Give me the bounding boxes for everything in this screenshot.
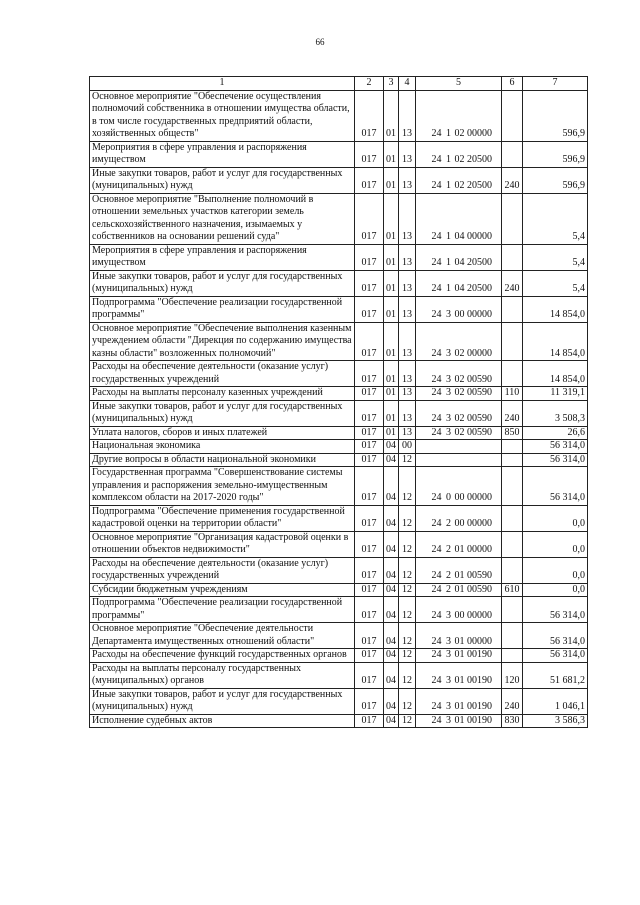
subprogram-code: 3 xyxy=(446,635,451,647)
ministry-code: 017 xyxy=(355,467,384,506)
subprogram-code: 2 xyxy=(446,544,451,555)
table-row xyxy=(90,322,588,361)
amount: 0,0 xyxy=(523,583,588,597)
subprogram-code: 1 xyxy=(446,283,451,294)
subprogram-code: 1 xyxy=(446,180,451,191)
section-code: 04 xyxy=(384,557,399,583)
row-name: Национальная экономика xyxy=(90,440,355,454)
section-code: 01 xyxy=(384,167,399,193)
subprogram-code: 3 xyxy=(446,714,451,726)
row-name: Иные закупки товаров, работ и услуг для государственных (муниципальных) нужд xyxy=(90,688,355,714)
program-code: 24 xyxy=(431,426,442,438)
ministry-code: 017 xyxy=(355,387,384,401)
table-row xyxy=(90,361,588,387)
expense-type-code xyxy=(502,141,523,167)
direction-code: 04 20500 xyxy=(454,257,492,268)
target-article-code xyxy=(416,322,502,361)
row-name: Мероприятия в сфере управления и распоряжения имуществом xyxy=(90,244,355,270)
section-code: 04 xyxy=(384,662,399,688)
expense-type-code: 110 xyxy=(502,387,523,401)
section-code: 04 xyxy=(384,583,399,597)
direction-code: 02 20500 xyxy=(454,154,492,165)
table-row xyxy=(90,649,588,663)
subsection-code: 13 xyxy=(399,244,416,270)
subsection-code: 13 xyxy=(399,167,416,193)
amount: 51 681,2 xyxy=(523,662,588,688)
direction-code: 01 00190 xyxy=(454,649,492,660)
row-name: Другие вопросы в области национальной экономики xyxy=(90,453,355,467)
program-code: 24 xyxy=(431,154,442,165)
amount: 26,6 xyxy=(523,426,588,440)
expense-type-code: 850 xyxy=(502,426,523,440)
expense-type-code xyxy=(502,557,523,583)
section-code: 01 xyxy=(384,296,399,322)
ministry-code: 017 xyxy=(355,688,384,714)
subprogram-code: 3 xyxy=(446,701,451,712)
program-code: 24 xyxy=(431,128,442,139)
subsection-code: 12 xyxy=(399,557,416,583)
expense-type-code xyxy=(502,90,523,141)
amount: 596,9 xyxy=(523,141,588,167)
subsection-code: 12 xyxy=(399,467,416,506)
amount: 14 854,0 xyxy=(523,322,588,361)
expense-type-code xyxy=(502,296,523,322)
ministry-code: 017 xyxy=(355,531,384,557)
expense-type-code: 120 xyxy=(502,662,523,688)
subsection-code: 13 xyxy=(399,400,416,426)
table-row xyxy=(90,90,588,141)
section-code: 04 xyxy=(384,688,399,714)
row-name: Иные закупки товаров, работ и услуг для государственных (муниципальных) нужд xyxy=(90,270,355,296)
table-row xyxy=(90,531,588,557)
table-row xyxy=(90,400,588,426)
header-row xyxy=(90,77,588,91)
subprogram-code: 1 xyxy=(446,154,451,165)
direction-code: 01 00190 xyxy=(454,714,492,726)
subsection-code: 12 xyxy=(399,662,416,688)
row-name: Основное мероприятие "Обеспечение выполнения казенным учреждением области "Дирекция по содержанию имущества казны области" возложенных полномочий" xyxy=(90,322,355,361)
direction-code: 02 00590 xyxy=(454,373,492,385)
target-article-code xyxy=(416,505,502,531)
program-code: 24 xyxy=(431,570,442,581)
table-row xyxy=(90,296,588,322)
subprogram-code: 1 xyxy=(446,128,451,139)
subsection-code: 12 xyxy=(399,649,416,663)
amount: 14 854,0 xyxy=(523,361,588,387)
ministry-code: 017 xyxy=(355,167,384,193)
subprogram-code: 3 xyxy=(446,675,451,686)
direction-code: 01 00190 xyxy=(454,701,492,712)
expense-type-code xyxy=(502,440,523,454)
direction-code: 00 00000 xyxy=(454,609,492,621)
ministry-code: 017 xyxy=(355,400,384,426)
table-row xyxy=(90,270,588,296)
direction-code: 01 00000 xyxy=(454,635,492,647)
table-row xyxy=(90,167,588,193)
program-code: 24 xyxy=(431,583,442,595)
program-code: 24 xyxy=(431,387,442,398)
subprogram-code: 2 xyxy=(446,518,451,529)
program-code: 24 xyxy=(431,609,442,621)
target-article-code xyxy=(416,296,502,322)
section-code: 04 xyxy=(384,714,399,728)
row-name: Подпрограмма "Обеспечение реализации государственной программы" xyxy=(90,296,355,322)
amount: 3 586,3 xyxy=(523,714,588,728)
program-code: 24 xyxy=(431,347,442,359)
target-article-code xyxy=(416,361,502,387)
subsection-code: 00 xyxy=(399,440,416,454)
program-code: 24 xyxy=(431,701,442,712)
direction-code: 01 00000 xyxy=(454,544,492,555)
direction-code: 02 20500 xyxy=(454,180,492,191)
row-name: Уплата налогов, сборов и иных платежей xyxy=(90,426,355,440)
expense-type-code: 610 xyxy=(502,583,523,597)
direction-code: 01 00590 xyxy=(454,583,492,595)
ministry-code: 017 xyxy=(355,453,384,467)
expense-type-code xyxy=(502,649,523,663)
row-name: Расходы на выплаты персоналу казенных учреждений xyxy=(90,387,355,401)
target-article-code xyxy=(416,244,502,270)
row-name: Подпрограмма "Обеспечение применения государственной кадастровой оценки на территории области" xyxy=(90,505,355,531)
subprogram-code: 3 xyxy=(446,373,451,385)
program-code: 24 xyxy=(431,283,442,294)
amount: 0,0 xyxy=(523,531,588,557)
program-code: 24 xyxy=(431,180,442,191)
section-code: 01 xyxy=(384,244,399,270)
subsection-code: 12 xyxy=(399,597,416,623)
ministry-code: 017 xyxy=(355,244,384,270)
row-name: Расходы на обеспечение деятельности (оказание услуг) государственных учреждений xyxy=(90,361,355,387)
section-code: 01 xyxy=(384,400,399,426)
section-code: 04 xyxy=(384,440,399,454)
expense-type-code: 240 xyxy=(502,270,523,296)
section-code: 04 xyxy=(384,467,399,506)
expense-type-code xyxy=(502,623,523,649)
subsection-code: 13 xyxy=(399,322,416,361)
target-article-code xyxy=(416,623,502,649)
amount: 56 314,0 xyxy=(523,649,588,663)
ministry-code: 017 xyxy=(355,623,384,649)
header-col-5: 5 xyxy=(416,77,502,91)
table-row xyxy=(90,688,588,714)
table-row xyxy=(90,597,588,623)
program-code: 24 xyxy=(431,492,442,503)
subprogram-code: 3 xyxy=(446,649,451,660)
expense-type-code xyxy=(502,467,523,506)
subsection-code: 12 xyxy=(399,453,416,467)
expense-type-code: 240 xyxy=(502,400,523,426)
target-article-code xyxy=(416,531,502,557)
target-article-code xyxy=(416,440,502,454)
target-article-code xyxy=(416,453,502,467)
ministry-code: 017 xyxy=(355,141,384,167)
ministry-code: 017 xyxy=(355,90,384,141)
subsection-code: 13 xyxy=(399,387,416,401)
target-article-code xyxy=(416,167,502,193)
section-code: 04 xyxy=(384,597,399,623)
row-name: Основное мероприятие "Обеспечение деятельности Департамента имущественных отношений области" xyxy=(90,623,355,649)
amount: 1 046,1 xyxy=(523,688,588,714)
amount: 596,9 xyxy=(523,167,588,193)
section-code: 01 xyxy=(384,193,399,244)
ministry-code: 017 xyxy=(355,193,384,244)
subprogram-code: 3 xyxy=(446,309,451,320)
ministry-code: 017 xyxy=(355,270,384,296)
subprogram-code: 3 xyxy=(446,387,451,398)
section-code: 04 xyxy=(384,623,399,649)
amount: 596,9 xyxy=(523,90,588,141)
target-article-code xyxy=(416,400,502,426)
subsection-code: 12 xyxy=(399,531,416,557)
subprogram-code: 1 xyxy=(446,231,451,242)
table-row xyxy=(90,141,588,167)
row-name: Основное мероприятие "Обеспечение осуществления полномочий собственника в отношении имущества области, в том числе государственных предприятий области, хозяйственных обществ" xyxy=(90,90,355,141)
direction-code: 04 20500 xyxy=(454,283,492,294)
amount: 0,0 xyxy=(523,505,588,531)
amount: 56 314,0 xyxy=(523,623,588,649)
program-code: 24 xyxy=(431,675,442,686)
ministry-code: 017 xyxy=(355,426,384,440)
header-col-6: 6 xyxy=(502,77,523,91)
expense-type-code xyxy=(502,505,523,531)
section-code: 01 xyxy=(384,90,399,141)
table-row xyxy=(90,193,588,244)
table-row xyxy=(90,662,588,688)
table-row xyxy=(90,440,588,454)
header-col-2: 2 xyxy=(355,77,384,91)
ministry-code: 017 xyxy=(355,557,384,583)
subsection-code: 13 xyxy=(399,426,416,440)
target-article-code xyxy=(416,649,502,663)
direction-code: 00 00000 xyxy=(454,309,492,320)
target-article-code xyxy=(416,597,502,623)
amount: 56 314,0 xyxy=(523,467,588,506)
direction-code: 02 00590 xyxy=(454,387,492,398)
subprogram-code: 3 xyxy=(446,426,451,438)
row-name: Иные закупки товаров, работ и услуг для государственных (муниципальных) нужд xyxy=(90,400,355,426)
subsection-code: 13 xyxy=(399,90,416,141)
expense-type-code: 240 xyxy=(502,688,523,714)
direction-code: 00 00000 xyxy=(454,492,492,503)
expense-type-code xyxy=(502,597,523,623)
row-name: Расходы на обеспечение функций государственных органов xyxy=(90,649,355,663)
header-col-3: 3 xyxy=(384,77,399,91)
program-code: 24 xyxy=(431,544,442,555)
expense-type-code xyxy=(502,244,523,270)
subprogram-code: 3 xyxy=(446,347,451,359)
program-code: 24 xyxy=(431,649,442,660)
row-name: Расходы на выплаты персоналу государственных (муниципальных) органов xyxy=(90,662,355,688)
ministry-code: 017 xyxy=(355,296,384,322)
row-name: Иные закупки товаров, работ и услуг для государственных (муниципальных) нужд xyxy=(90,167,355,193)
table-row xyxy=(90,557,588,583)
ministry-code: 017 xyxy=(355,440,384,454)
section-code: 04 xyxy=(384,649,399,663)
expense-type-code xyxy=(502,453,523,467)
amount: 5,4 xyxy=(523,244,588,270)
table-row xyxy=(90,623,588,649)
program-code: 24 xyxy=(431,257,442,268)
ministry-code: 017 xyxy=(355,597,384,623)
subsection-code: 12 xyxy=(399,623,416,649)
subprogram-code: 2 xyxy=(446,583,451,595)
direction-code: 04 00000 xyxy=(454,231,492,242)
target-article-code xyxy=(416,467,502,506)
target-article-code xyxy=(416,688,502,714)
section-code: 01 xyxy=(384,361,399,387)
row-name: Основное мероприятие "Организация кадастровой оценки в отношении объектов недвижимости" xyxy=(90,531,355,557)
ministry-code: 017 xyxy=(355,649,384,663)
program-code: 24 xyxy=(431,413,442,424)
header-col-1: 1 xyxy=(90,77,355,91)
direction-code: 00 00000 xyxy=(454,518,492,529)
direction-code: 02 00590 xyxy=(454,413,492,424)
section-code: 04 xyxy=(384,453,399,467)
row-name: Государственная программа "Совершенствование системы управления и распоряжения земельно-имущественным комплексом области на 2017-2020 годы" xyxy=(90,467,355,506)
expense-type-code xyxy=(502,322,523,361)
amount: 56 314,0 xyxy=(523,440,588,454)
amount: 11 319,1 xyxy=(523,387,588,401)
table-row xyxy=(90,426,588,440)
amount: 56 314,0 xyxy=(523,597,588,623)
section-code: 01 xyxy=(384,426,399,440)
subsection-code: 12 xyxy=(399,714,416,728)
ministry-code: 017 xyxy=(355,714,384,728)
table-row xyxy=(90,505,588,531)
ministry-code: 017 xyxy=(355,361,384,387)
section-code: 04 xyxy=(384,505,399,531)
amount: 0,0 xyxy=(523,557,588,583)
target-article-code xyxy=(416,141,502,167)
direction-code: 02 00000 xyxy=(454,128,492,139)
section-code: 01 xyxy=(384,322,399,361)
amount: 5,4 xyxy=(523,193,588,244)
row-name: Подпрограмма "Обеспечение реализации государственной программы" xyxy=(90,597,355,623)
subsection-code: 12 xyxy=(399,583,416,597)
expense-type-code xyxy=(502,361,523,387)
subsection-code: 13 xyxy=(399,296,416,322)
target-article-code xyxy=(416,426,502,440)
subprogram-code: 0 xyxy=(446,492,451,503)
expense-type-code xyxy=(502,531,523,557)
subprogram-code: 2 xyxy=(446,570,451,581)
ministry-code: 017 xyxy=(355,583,384,597)
row-name: Субсидии бюджетным учреждениям xyxy=(90,583,355,597)
amount: 56 314,0 xyxy=(523,453,588,467)
program-code: 24 xyxy=(431,373,442,385)
section-code: 01 xyxy=(384,270,399,296)
direction-code: 02 00000 xyxy=(454,347,492,359)
direction-code: 02 00590 xyxy=(454,426,492,438)
expense-type-code: 830 xyxy=(502,714,523,728)
program-code: 24 xyxy=(431,518,442,529)
table-row xyxy=(90,244,588,270)
expense-type-code xyxy=(502,193,523,244)
amount: 14 854,0 xyxy=(523,296,588,322)
target-article-code xyxy=(416,557,502,583)
target-article-code xyxy=(416,270,502,296)
row-name: Расходы на обеспечение деятельности (оказание услуг) государственных учреждений xyxy=(90,557,355,583)
subsection-code: 13 xyxy=(399,270,416,296)
program-code: 24 xyxy=(431,231,442,242)
ministry-code: 017 xyxy=(355,662,384,688)
target-article-code xyxy=(416,387,502,401)
section-code: 01 xyxy=(384,141,399,167)
target-article-code xyxy=(416,583,502,597)
direction-code: 01 00190 xyxy=(454,675,492,686)
header-col-4: 4 xyxy=(399,77,416,91)
amount: 3 508,3 xyxy=(523,400,588,426)
page-number: 66 xyxy=(315,37,325,47)
program-code: 24 xyxy=(431,714,442,726)
budget-table xyxy=(89,76,588,728)
table-row xyxy=(90,714,588,728)
target-article-code xyxy=(416,90,502,141)
subprogram-code: 3 xyxy=(446,609,451,621)
section-code: 04 xyxy=(384,531,399,557)
program-code: 24 xyxy=(431,635,442,647)
subsection-code: 12 xyxy=(399,505,416,531)
target-article-code xyxy=(416,714,502,728)
table-row xyxy=(90,387,588,401)
table-row xyxy=(90,467,588,506)
row-name: Мероприятия в сфере управления и распоряжения имуществом xyxy=(90,141,355,167)
target-article-code xyxy=(416,662,502,688)
subprogram-code: 3 xyxy=(446,413,451,424)
subsection-code: 12 xyxy=(399,688,416,714)
row-name: Основное мероприятие "Выполнение полномочий в отношении земельных участков категории земель сельскохозяйственного назначения, изымаемых у собственников на основании решений суда" xyxy=(90,193,355,244)
header-col-7: 7 xyxy=(523,77,588,91)
program-code: 24 xyxy=(431,309,442,320)
subprogram-code: 1 xyxy=(446,257,451,268)
direction-code: 01 00590 xyxy=(454,570,492,581)
amount: 5,4 xyxy=(523,270,588,296)
expense-type-code: 240 xyxy=(502,167,523,193)
ministry-code: 017 xyxy=(355,505,384,531)
table-row xyxy=(90,583,588,597)
target-article-code xyxy=(416,193,502,244)
ministry-code: 017 xyxy=(355,322,384,361)
subsection-code: 13 xyxy=(399,193,416,244)
subsection-code: 13 xyxy=(399,361,416,387)
row-name: Исполнение судебных актов xyxy=(90,714,355,728)
table-row xyxy=(90,453,588,467)
section-code: 01 xyxy=(384,387,399,401)
subsection-code: 13 xyxy=(399,141,416,167)
